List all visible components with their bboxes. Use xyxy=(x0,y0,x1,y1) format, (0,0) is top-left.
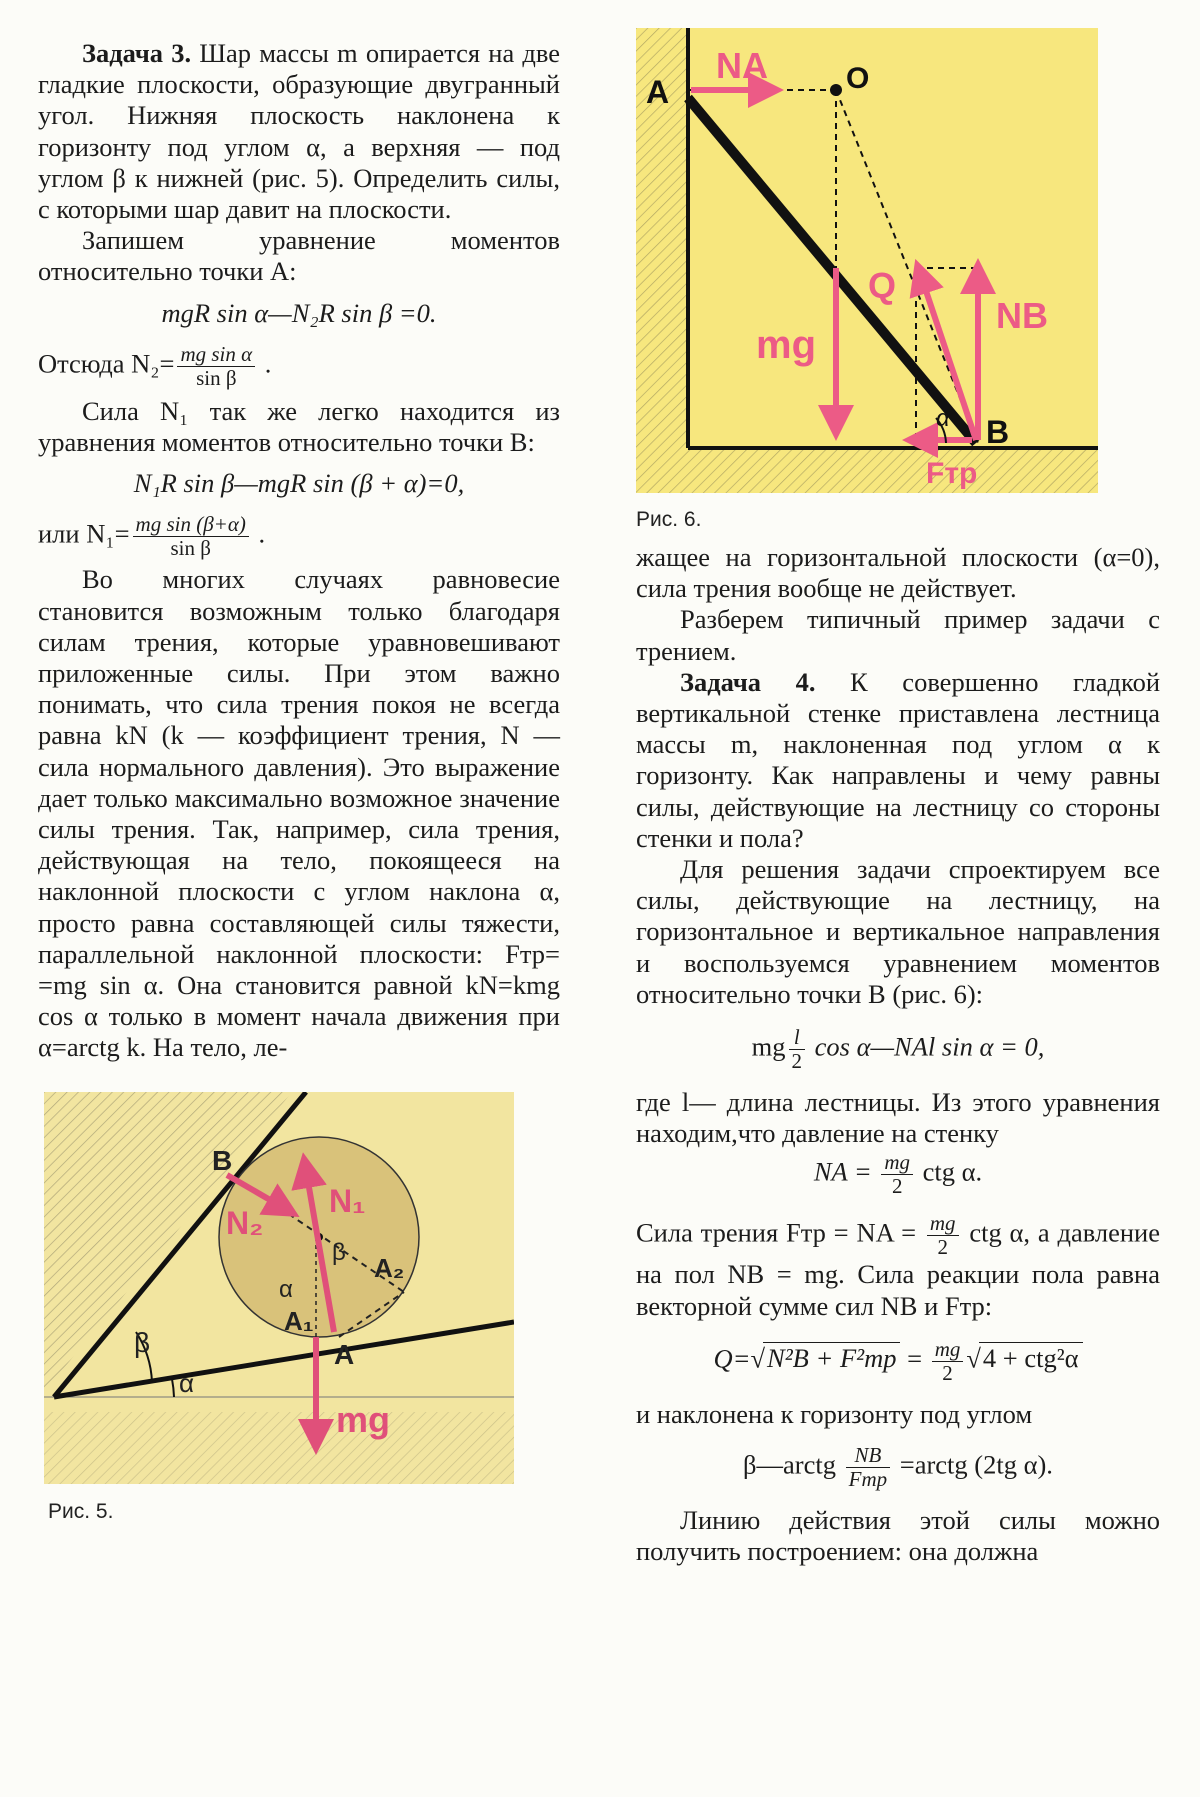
figure-6-background xyxy=(636,28,1098,493)
eq3-numerator: l xyxy=(789,1026,806,1050)
label-B: B xyxy=(212,1145,233,1176)
friction-numerator: mg xyxy=(927,1212,959,1236)
task4-paragraph xyxy=(636,667,1160,854)
q-lhs: Q= xyxy=(713,1343,751,1374)
example-paragraph: Разберем типичный пример задачи с трением. xyxy=(636,604,1160,666)
na-formula xyxy=(636,1151,1160,1198)
q-sqrt-2: 4 + ctg²α xyxy=(979,1342,1083,1374)
q-fraction xyxy=(932,1338,964,1385)
beta-rhs: =arctg (2tg α). xyxy=(893,1449,1053,1480)
na-lhs: NA = xyxy=(813,1157,879,1188)
task3-text: Шар массы m опирается на две гладкие плоскости, образующие двугранный угол. Нижняя плоскость наклонена к горизонту под углом α, а верхняя — под углом β к нижней (рис. 5). Определить силы, с которыми шар давит на плоскости. xyxy=(38,38,561,225)
friction-denominator: 2 xyxy=(937,1235,948,1260)
label-N2: N₂ xyxy=(226,1205,264,1241)
label-NA: NA xyxy=(716,45,768,86)
q-formula: Q=√N²B + F²тр = $\frac{mg}{2}$ √4 + ctg²α xyxy=(636,1338,1160,1385)
eq3-rest: cos α—NAl sin α = 0, xyxy=(808,1031,1045,1062)
n2-denominator: sin β xyxy=(196,365,237,390)
label-Q: Q xyxy=(868,265,897,306)
label-A1: A₁ xyxy=(284,1306,314,1336)
na-fraction xyxy=(881,1151,913,1198)
ground-hatching xyxy=(44,1412,514,1484)
figure-5 xyxy=(44,1092,514,1484)
beta-fraction xyxy=(846,1444,891,1491)
task3-paragraph xyxy=(38,38,560,225)
figure-6-diagram xyxy=(636,28,1098,493)
equation-1: mgR sin α—N₂R sin β =0. xyxy=(161,297,437,328)
task3-label: Задача 3. xyxy=(82,38,192,68)
label-B: B xyxy=(986,414,1010,450)
label-A: A xyxy=(646,74,670,110)
label-N1: N₁ xyxy=(329,1183,366,1219)
label-beta: β xyxy=(134,1327,151,1358)
na-numerator: mg xyxy=(881,1151,913,1175)
q-equals: = xyxy=(900,1343,929,1374)
continuation-paragraph: жащее на горизонтальной плоскости (α=0), сила трения вообще не действует. xyxy=(636,542,1160,604)
na-denominator: 2 xyxy=(891,1174,903,1199)
n2-dot: . xyxy=(264,348,272,379)
label-A: A xyxy=(334,1339,355,1370)
n1-numerator: mg sin (β+α) xyxy=(133,513,249,537)
friction-force-paragraph xyxy=(636,1212,1160,1321)
n2-fraction xyxy=(177,343,255,390)
task4-label: Задача 4. xyxy=(680,666,816,697)
ili-text: или N₁= xyxy=(38,519,130,550)
label-mg: mg xyxy=(756,323,816,367)
na-rhs: ctg α. xyxy=(916,1157,983,1188)
equation-2: N₁R sin β—mgR sin (β + α)=0, xyxy=(133,468,465,499)
solve-paragraph: Для решения задачи спроектируем все силы, действующие на лестницу, на горизонтальное и вертикальное направления и воспользуемся уравнением моментов относительно точки B (рис. 6): xyxy=(636,854,1160,1009)
friction-force-b: ctg α, а давление на пол NB = mg. Сила реакции пола равна векторной сумме сил NB и Fтр: xyxy=(636,1218,1160,1321)
n1-denominator: sin β xyxy=(170,536,211,561)
friction-force-a: Сила трения Fтр = NA = xyxy=(636,1218,924,1249)
left-column xyxy=(38,38,560,1064)
moments-a-paragraph: Запишем уравнение моментов относительно точки A: xyxy=(38,225,560,287)
beta-denominator: Fтр xyxy=(848,1467,888,1492)
n1-dot: . xyxy=(258,519,266,550)
equation-3 xyxy=(636,1026,1160,1073)
label-alpha: α xyxy=(179,1368,195,1398)
beta-formula xyxy=(636,1444,1160,1491)
eq3-mg: mg xyxy=(751,1031,786,1062)
point-O xyxy=(830,84,842,96)
beta-numerator: NB xyxy=(846,1444,891,1468)
where-paragraph: где l— длина лестницы. Из этого уравнения находим,что давление на стенку xyxy=(636,1087,1160,1149)
label-beta-small: β xyxy=(332,1239,346,1266)
label-O: O xyxy=(846,62,870,95)
label-A2: A₂ xyxy=(374,1253,405,1283)
beta-lhs: β—arctg xyxy=(743,1449,843,1480)
n1-paragraph: Сила N₁ так же легко находится из уравнения моментов относительно точки B: xyxy=(38,395,560,458)
label-alpha: α xyxy=(936,405,950,432)
friction-fraction xyxy=(927,1212,959,1259)
label-NB: NB xyxy=(996,295,1048,336)
q-numerator: mg xyxy=(932,1338,964,1362)
right-column xyxy=(636,542,1160,1567)
task4-text: К совершенно гладкой вертикальной стенке приставлена лестница массы m, наклоненная под углом α к горизонту. Как направлены и чему равны силы, действующие на лестницу со стороны стенки и пола? xyxy=(636,666,1160,853)
friction-paragraph: Во многих случаях равновесие становится возможным только благодаря силам трения, которые уравновешивают приложенные силы. При этом важно понимать, что сила трения покоя не всегда равна kN (k — коэффициент трения, N — сила нормального давления). Это выражение дает только максимально возможное значение силы трения. Так, например, сила трения, действующая на тело, покоящееся на наклонной плоскости с углом наклона α, просто равна составляющей силы тяжести, параллельной наклонной плоскости: Fтр= =mg sin α. Она становится равной kN=kmg cos α только в момент начала движения при α=arctg k. На тело, ле- xyxy=(38,564,560,1063)
label-alpha-small: α xyxy=(279,1276,293,1303)
eq3-denominator: 2 xyxy=(791,1049,802,1074)
otsyuda-text: Отсюда N₂= xyxy=(38,348,175,379)
figure-5-diagram xyxy=(44,1092,514,1484)
n1-fraction xyxy=(133,513,249,560)
label-mg: mg xyxy=(336,1399,390,1440)
n1-formula xyxy=(38,513,560,560)
n2-formula xyxy=(38,343,560,390)
floor-hatching xyxy=(686,448,1098,493)
figure-6-caption: Рис. 6. xyxy=(636,508,702,531)
label-Ftr: Fтр xyxy=(926,457,978,490)
n2-numerator: mg sin α xyxy=(177,343,255,367)
last-paragraph: Линию действия этой силы можно получить построением: она должна xyxy=(636,1505,1160,1567)
figure-6 xyxy=(636,28,1098,493)
figure-5-caption: Рис. 5. xyxy=(48,1500,114,1523)
q-denominator: 2 xyxy=(942,1360,953,1385)
q-sqrt-1: N²B + F²тр xyxy=(763,1342,900,1374)
eq3-fraction xyxy=(789,1026,806,1073)
angle-paragraph: и наклонена к горизонту под углом xyxy=(636,1398,1033,1429)
